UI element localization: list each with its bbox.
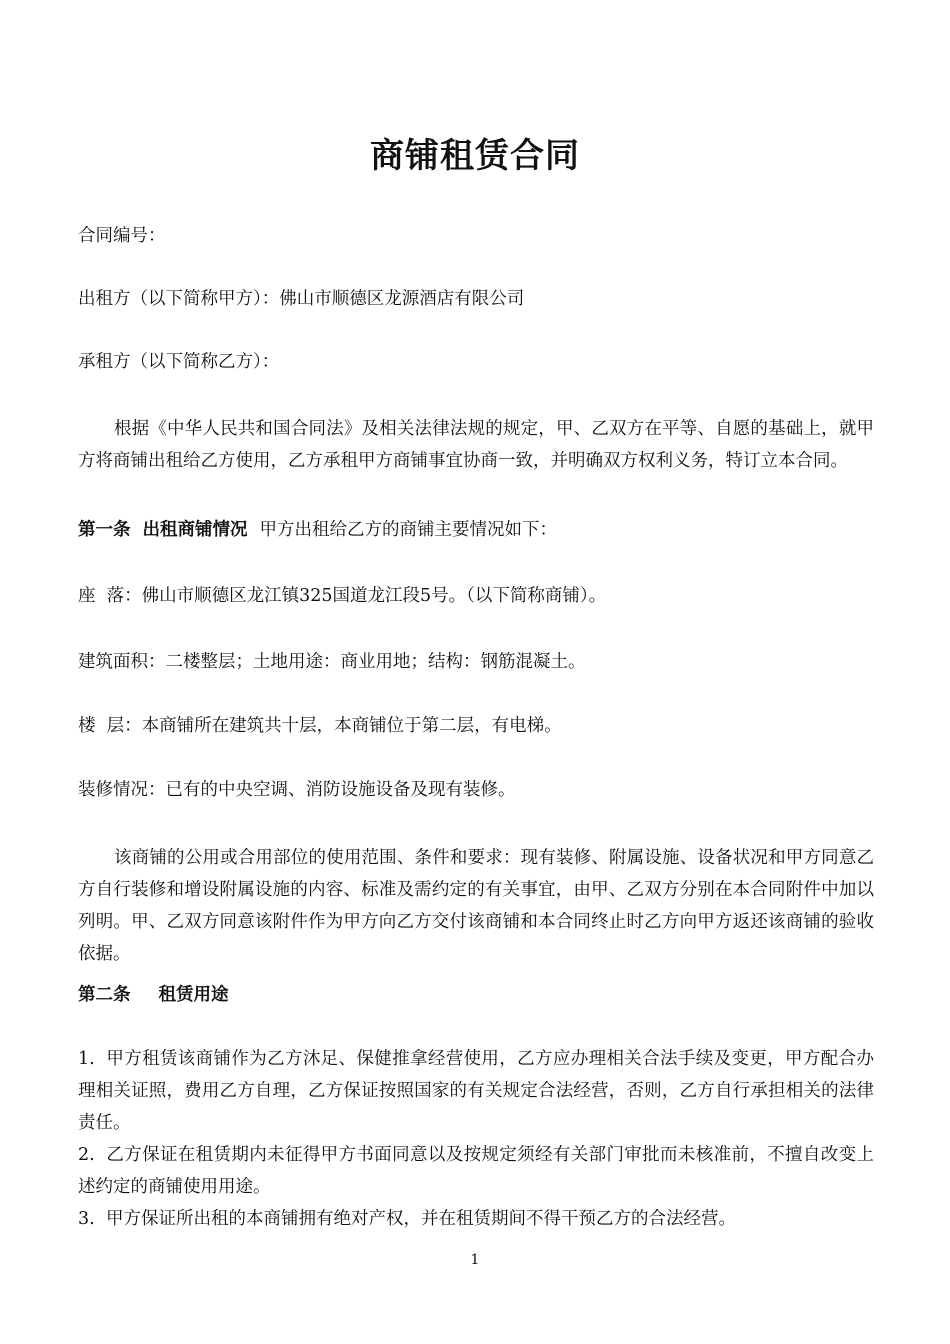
article-2-title: 租赁用途 bbox=[158, 985, 229, 1005]
list-item-text: 甲方保证所出租的本商铺拥有绝对产权，并在租赁期间不得干预乙方的合法经营。 bbox=[106, 1209, 736, 1229]
floor-line: 楼 层：本商铺所在建筑共十层，本商铺位于第二层，有电梯。 bbox=[78, 716, 562, 736]
list-item-number: 1. bbox=[78, 1049, 95, 1069]
page-number: 1 bbox=[470, 1252, 480, 1268]
list-item bbox=[78, 1203, 874, 1235]
preamble-paragraph: 根据《中华人民共和国合同法》及相关法律法规的规定，甲、乙双方在平等、自愿的基础上，就甲方将商铺出租给乙方使用，乙方承租甲方商铺事宜协商一致，并明确双方权利义务，特订立本合同。 bbox=[78, 419, 874, 471]
article-2-heading bbox=[78, 979, 874, 1011]
contract-number-label: 合同编号： bbox=[78, 226, 166, 246]
document-title: 商铺租赁合同 bbox=[370, 136, 580, 176]
article-1-title: 出租商铺情况 bbox=[142, 520, 248, 540]
article-1-heading bbox=[78, 514, 874, 546]
scope-paragraph: 该商铺的公用或合用部位的使用范围、条件和要求：现有装修、附属设施、设备状况和甲方同意乙方自行装修和增设附属设施的内容、标准及需约定的有关事宜，由甲、乙双方分别在本合同附件中加以列明。甲、乙双方同意该附件作为甲方向乙方交付该商铺和本合同终止时乙方向甲方返还该商铺的验收依据。 bbox=[78, 848, 874, 964]
list-item-number: 2. bbox=[78, 1145, 95, 1165]
list-item-text: 乙方保证在租赁期内未征得甲方书面同意以及按规定须经有关部门审批而未核准前，不擅自改变上述约定的商铺使用用途。 bbox=[78, 1145, 874, 1197]
article-1-intro: 甲方出租给乙方的商铺主要情况如下： bbox=[259, 520, 557, 540]
article-1-number: 第一条 bbox=[78, 520, 131, 540]
lessor-line: 出租方（以下简称甲方）：佛山市顺德区龙源酒店有限公司 bbox=[78, 289, 525, 309]
list-item bbox=[78, 1139, 874, 1203]
article-2-number: 第二条 bbox=[78, 985, 131, 1005]
area-line: 建筑面积：二楼整层；土地用途：商业用地；结构：钢筋混凝土。 bbox=[78, 652, 586, 672]
decoration-line: 装修情况：已有的中央空调、消防设施设备及现有装修。 bbox=[78, 780, 516, 800]
list-item bbox=[78, 1043, 874, 1139]
list-item-number: 3. bbox=[78, 1209, 95, 1229]
location-line: 座 落：佛山市顺德区龙江镇325国道龙江段5号。（以下简称商铺）。 bbox=[78, 586, 607, 606]
lessee-line: 承租方（以下简称乙方）： bbox=[78, 352, 280, 372]
list-item-text: 甲方租赁该商铺作为乙方沐足、保健推拿经营使用，乙方应办理相关合法手续及变更，甲方配合办理相关证照，费用乙方自理，乙方保证按照国家的有关规定合法经营，否则，乙方自行承担相关的法律责任。 bbox=[78, 1049, 874, 1133]
